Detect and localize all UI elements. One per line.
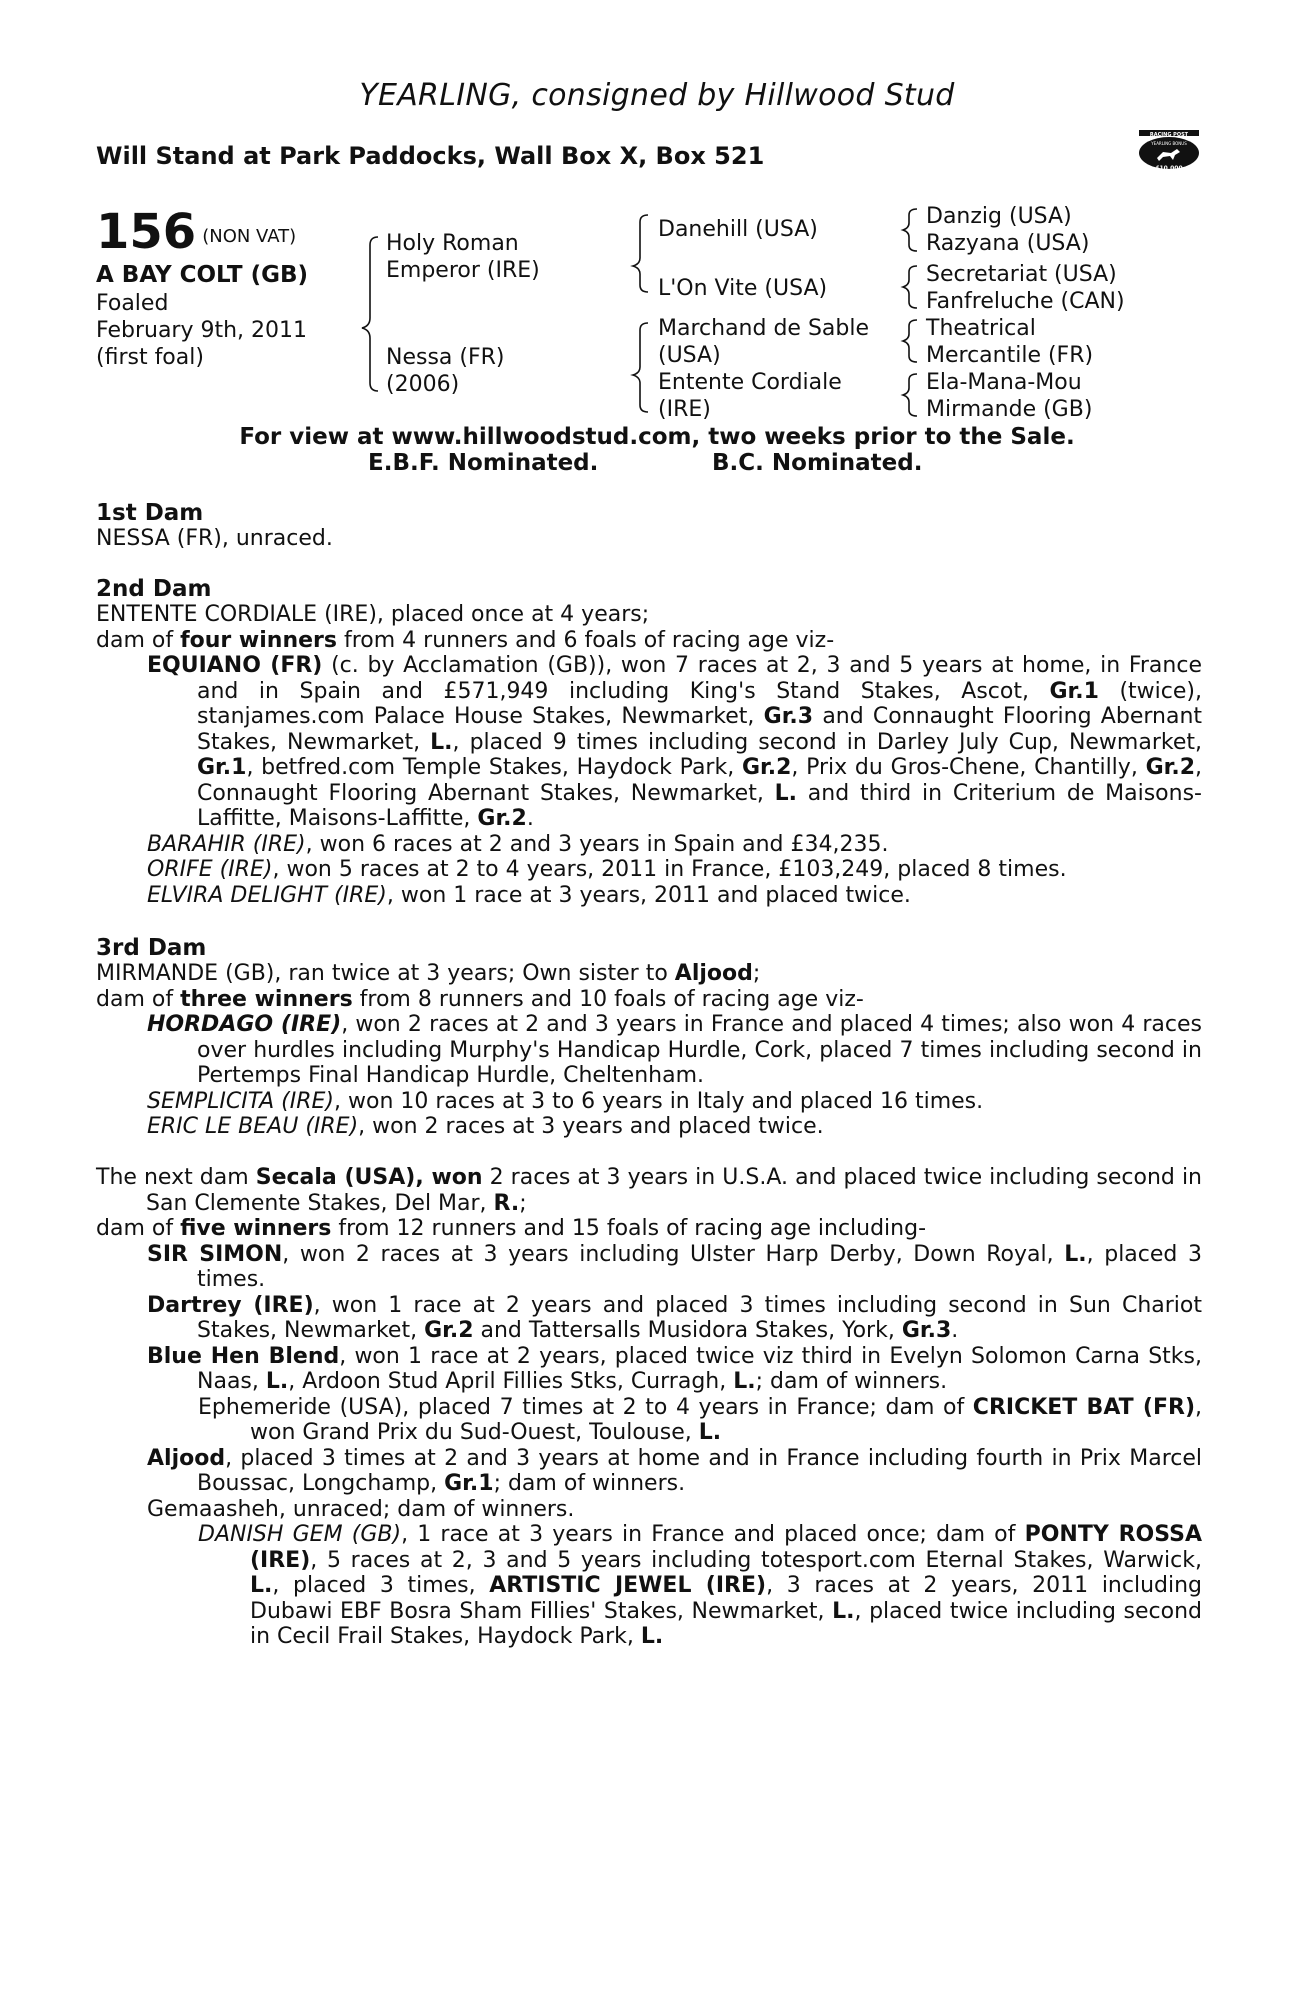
dartrey-entry: Dartrey (IRE), won 1 race at 2 years and placed 3 times including second in Sun Chariot Stakes, Newmarket, Gr.2 and Tattersalls Musidora Stakes, York, Gr.3. [147,1292,1202,1343]
bracket-gen2-dam [633,323,648,412]
bracket-gen3-2 [903,266,917,308]
page-heading: YEARLING, consigned by Hillwood Stud [359,78,955,113]
danish-gem-entry: DANISH GEM (GB), 1 race at 3 years in France and placed once; dam of PONTY ROSSA (IRE), 5 races at 2, 3 and 5 years including totesport.com Eternal Stakes, Warwick, L., placed 3 times, ARTISTIC JEWEL (IRE), 3 races at 2 years, 2011 including Dubawi EBF Bosra Sham Fillies' Stakes, Newmarket, L., placed twice including second in Cecil Frail Stakes, Haydock Park, L. [198,1522,1203,1649]
blue-hen-entry: Blue Hen Blend, won 1 race at 2 years, placed twice viz third in Evelyn Solomon Carna Stks, Naas, L., Ardoon Stud April Fillies Stks, Curragh, L.; dam of winners. [147,1343,1202,1394]
orife-entry: ORIFE (IRE), won 5 races at 2 to 4 years, 2011 in France, £103,249, placed 8 times. [147,857,1067,882]
bracket-gen3-4 [903,374,917,416]
gen3-8: Mirmande (GB) [926,397,1093,422]
elvira-entry: ELVIRA DELIGHT (IRE), won 1 race at 3 years, 2011 and placed twice. [147,882,911,908]
bracket-gen2-sire [633,215,648,292]
bracket-gen3-1 [903,209,917,251]
third-dam-line1: MIRMANDE (GB), ran twice at 3 years; Own sister to Aljood; [96,961,761,986]
gen3-3: Secretariat (USA) [926,262,1117,287]
sire-name-2: Emperor (IRE) [386,258,540,283]
first-dam-heading: 1st Dam [96,500,204,526]
gen2-sire-sire: Danehill (USA) [658,217,818,242]
equiano-entry: EQUIANO (FR) (c. by Acclamation (GB)), won 7 races at 2, 3 and 5 years at home, in France and in Spain and £571,949 including King's Stand Stakes, Ascot, Gr.1 (twice), stanjames.com Palace House Stakes, Newmarket, Gr.3 and Connaught Flooring Abernant Stakes, Newmarket, L., placed 9 times including second in Darley July Cup, Newmarket, Gr.1, betfred.com Temple Stakes, Haydock Park, Gr.2, Prix du Gros-Chene, Chantilly, Gr.2, Connaught Flooring Abernant Stakes, Newmarket, L. and third in Criterium de Maisons-Laffitte, Maisons-Laffitte, Gr.2. [147,653,1203,831]
pedigree-brackets [0,0,1314,430]
gen2-sire-dam: L'On Vite (USA) [658,276,828,301]
first-dam-line: NESSA (FR), unraced. [96,526,333,551]
second-dam-line1: ENTENTE CORDIALE (IRE), placed once at 4 years; [96,602,650,627]
gen3-1: Danzig (USA) [926,204,1072,229]
eric-entry: ERIC LE BEAU (IRE), won 2 races at 3 years and placed twice. [147,1114,824,1139]
dam-name-1: Nessa (FR) [386,345,505,370]
foal-note: (first foal) [96,345,204,370]
dam-name-2: (2006) [386,372,460,397]
gen2-dam-dam-2: (IRE) [658,397,711,422]
semplicita-entry: SEMPLICITA (IRE), won 10 races at 3 to 6 years in Italy and placed 16 times. [147,1088,984,1114]
second-dam-section [96,602,1202,908]
logo-text-top: RACING POST [1149,132,1189,138]
barahir-entry: BARAHIR (IRE), won 6 races at 2 and 3 years in Spain and £34,235. [147,831,889,857]
sire-name-1: Holy Roman [386,231,519,256]
sir-simon-entry: SIR SIMON, won 2 races at 3 years including Ulster Harp Derby, Down Royal, L., placed 3 times. [147,1241,1202,1292]
third-dam-heading: 3rd Dam [96,935,207,961]
gemaasheh-entry: Gemaasheh, unraced; dam of winners. [147,1496,575,1522]
gen3-4: Fanfreluche (CAN) [926,289,1125,314]
gen2-dam-dam-1: Entente Cordiale [658,370,842,395]
second-dam-heading: 2nd Dam [96,576,212,602]
bracket-gen3-3 [903,320,917,362]
ephemeride-entry: Ephemeride (USA), placed 7 times at 2 to 4 years in France; dam of CRICKET BAT (FR), won Grand Prix du Sud-Ouest, Toulouse, L. [198,1394,1202,1445]
hordago-entry: HORDAGO (IRE), won 2 races at 2 and 3 years in France and placed 4 times; also won 4 races over hurdles including Murphy's Handicap Hurdle, Cork, placed 7 times including second in Pertemps Final Handicap Hurdle, Cheltenham. [147,1012,1202,1088]
view-note [0,424,1314,450]
third-dam-section [96,961,1202,1140]
logo-text-mid: YEARLING BONUS [1151,141,1187,146]
second-dam-dam-of: dam of four winners from 4 runners and 6 foals of racing age viz- [96,627,835,653]
first-dam-text [96,526,1202,552]
ebf-nominated: E.B.F. Nominated. [368,450,599,476]
aljood-entry: Aljood, placed 3 times at 2 and 3 years at home and in France including fourth in Prix Marcel Boussac, Longchamp, Gr.1; dam of winners. [147,1445,1202,1496]
bracket-gen1 [362,237,378,391]
view-note-pre: For view at [239,424,392,450]
gen3-6: Mercantile (FR) [926,343,1094,368]
next-dam-section [96,1165,1202,1650]
lot-number-value: 156 [96,204,197,260]
gen3-7: Ela-Mana-Mou [926,370,1082,395]
vat-status: (NON VAT) [202,226,297,247]
foaled-label: Foaled [96,291,169,316]
gen2-dam-sire-1: Marchand de Sable [658,316,869,341]
lot-name: A BAY COLT (GB) [96,262,309,288]
next-dam-dam-of: dam of five winners from 12 runners and 15 foals of racing age including- [96,1216,927,1241]
foaled-date: February 9th, 2011 [96,318,308,343]
bc-nominated: B.C. Nominated. [712,450,923,476]
gen3-2: Razyana (USA) [926,231,1090,256]
logo-text-bottom: £10,000 [1155,165,1183,172]
view-note-post: , two weeks prior to the Sale. [691,424,1075,450]
view-url[interactable]: www.hillwoodstud.com [391,424,692,450]
gen2-dam-sire-2: (USA) [658,343,721,368]
gen3-5: Theatrical [926,316,1036,341]
third-dam-dam-of: dam of three winners from 8 runners and 10 foals of racing age viz- [96,986,864,1012]
next-dam-intro: The next dam Secala (USA), won 2 races at 3 years in U.S.A. and placed twice including second in San Clemente Stakes, Del Mar, R.; [96,1165,1203,1216]
stand-location: Will Stand at Park Paddocks, Wall Box X, Box 521 [96,142,765,170]
